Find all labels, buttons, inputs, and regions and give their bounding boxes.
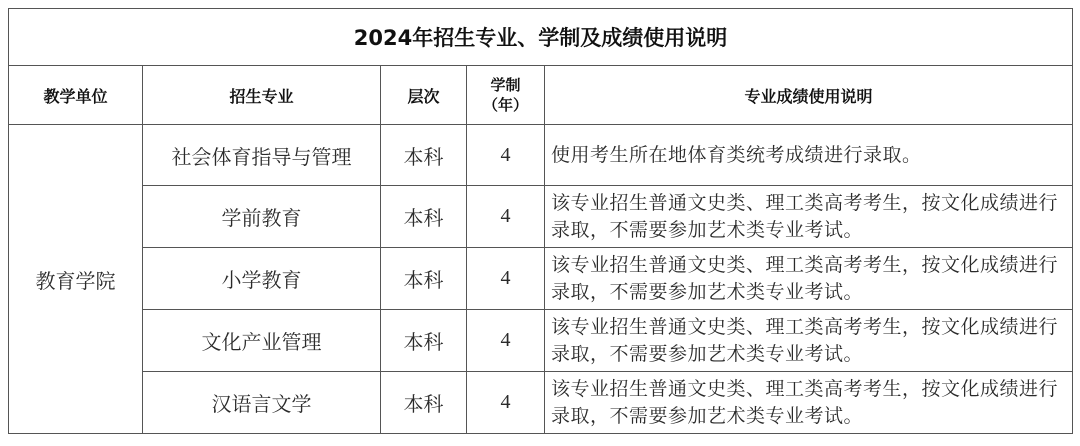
desc-cell: 该专业招生普通文史类、理工类高考考生，按文化成绩进行录取，不需要参加艺术类专业考试。 [545, 310, 1073, 372]
desc-cell: 该专业招生普通文史类、理工类高考考生，按文化成绩进行录取，不需要参加艺术类专业考试。 [545, 186, 1073, 248]
level-cell: 本科 [381, 310, 467, 372]
major-cell: 小学教育 [143, 248, 381, 310]
desc-cell: 该专业招生普通文史类、理工类高考考生，按文化成绩进行录取，不需要参加艺术类专业考试。 [545, 248, 1073, 310]
major-cell: 社会体育指导与管理 [143, 125, 381, 186]
desc-cell: 该专业招生普通文史类、理工类高考考生，按文化成绩进行录取，不需要参加艺术类专业考试。 [545, 372, 1073, 434]
years-cell: 4 [467, 186, 545, 248]
department-cell: 教育学院 [9, 125, 143, 434]
level-cell: 本科 [381, 372, 467, 434]
table-row [9, 248, 1073, 310]
level-cell: 本科 [381, 186, 467, 248]
header-desc: 专业成绩使用说明 [545, 66, 1073, 125]
major-cell: 学前教育 [143, 186, 381, 248]
header-unit: 教学单位 [9, 66, 143, 125]
header-row [9, 66, 1073, 125]
admissions-table-container [8, 8, 1072, 438]
header-major: 招生专业 [143, 66, 381, 125]
admissions-table [8, 8, 1073, 434]
years-cell: 4 [467, 372, 545, 434]
years-cell: 4 [467, 125, 545, 186]
major-cell: 汉语言文学 [143, 372, 381, 434]
header-level: 层次 [381, 66, 467, 125]
desc-cell: 使用考生所在地体育类统考成绩进行录取。 [545, 125, 1073, 186]
table-row [9, 125, 1073, 186]
level-cell: 本科 [381, 248, 467, 310]
table-title: 2024年招生专业、学制及成绩使用说明 [9, 9, 1073, 66]
years-cell: 4 [467, 248, 545, 310]
table-row [9, 310, 1073, 372]
table-row [9, 372, 1073, 434]
header-years-line1: 学制 [490, 76, 521, 94]
table-row [9, 186, 1073, 248]
header-years [467, 66, 545, 125]
level-cell: 本科 [381, 125, 467, 186]
years-cell: 4 [467, 310, 545, 372]
major-cell: 文化产业管理 [143, 310, 381, 372]
header-years-line2: （年） [482, 96, 528, 114]
